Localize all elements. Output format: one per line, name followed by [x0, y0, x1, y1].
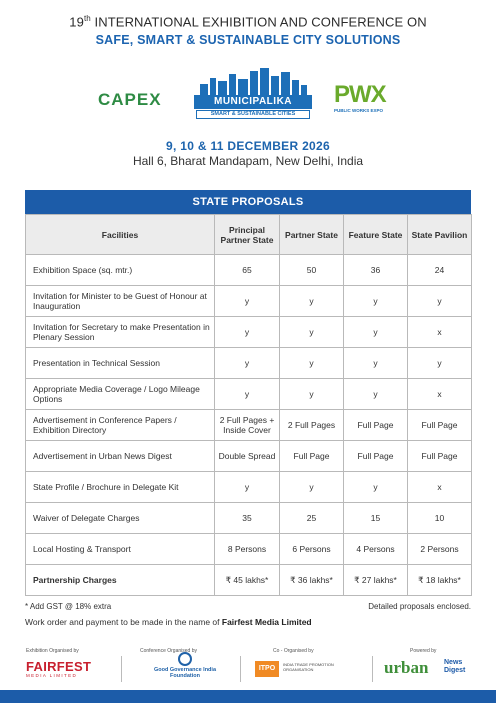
table-row	[26, 255, 472, 286]
value-cell: y	[344, 286, 408, 317]
edition-suffix: th	[83, 14, 91, 23]
event-title-line2: SAFE, SMART & SUSTAINABLE CITY SOLUTIONS	[95, 33, 401, 48]
value-cell: Full Page	[344, 441, 408, 472]
municipalika-logo	[194, 68, 312, 124]
footer-divider	[121, 656, 122, 682]
value-cell: ₹ 18 lakhs*	[408, 565, 472, 596]
exhibition-organiser-label: Exhibition Organised by	[26, 648, 79, 654]
footer-divider	[240, 656, 241, 682]
table-row	[26, 441, 472, 472]
ggif-logo	[150, 652, 220, 679]
value-cell: ₹ 45 lakhs*	[215, 565, 280, 596]
value-cell: y	[280, 379, 344, 410]
bottom-bar	[0, 690, 496, 703]
urban-news-digest-logo	[384, 658, 466, 678]
urban-logo-text: urban	[384, 658, 429, 677]
value-cell: 50	[280, 255, 344, 286]
value-cell: 15	[344, 503, 408, 534]
table-row	[26, 286, 472, 317]
value-cell: y	[344, 472, 408, 503]
facility-cell: Invitation for Minister to be Guest of Honour at Inauguration	[26, 286, 215, 317]
event-venue: Hall 6, Bharat Mandapam, New Delhi, India	[132, 154, 364, 168]
value-cell: y	[215, 348, 280, 379]
value-cell: y	[344, 317, 408, 348]
work-order-company: Fairfest Media Limited	[221, 617, 312, 627]
column-header: Partner State	[280, 215, 344, 255]
work-order-note	[25, 617, 312, 627]
itpo-badge: ITPO	[255, 661, 279, 677]
facility-cell: Presentation in Technical Session	[26, 348, 215, 379]
pwx-logo	[334, 82, 400, 120]
facility-cell: Appropriate Media Coverage / Logo Mileage Options	[26, 379, 215, 410]
gst-note: * Add GST @ 18% extra	[25, 602, 112, 611]
facility-cell: Advertisement in Urban News Digest	[26, 441, 215, 472]
value-cell: Full Page	[344, 410, 408, 441]
value-cell: ₹ 36 lakhs*	[280, 565, 344, 596]
table-row	[26, 534, 472, 565]
event-header	[0, 14, 496, 47]
value-cell: 36	[344, 255, 408, 286]
value-cell: 25	[280, 503, 344, 534]
value-cell: 2 Full Pages + Inside Cover	[215, 410, 280, 441]
value-cell: 6 Persons	[280, 534, 344, 565]
facility-cell: Exhibition Space (sq. mtr.)	[26, 255, 215, 286]
table-row	[26, 472, 472, 503]
itpo-logo-text: INDIA TRADE PROMOTION ORGANISATION	[283, 662, 334, 672]
table-row	[26, 503, 472, 534]
value-cell: Full Page	[280, 441, 344, 472]
value-cell: y	[215, 286, 280, 317]
powered-by-label: Powered by	[410, 648, 437, 654]
ggif-emblem-icon	[178, 652, 192, 666]
pwx-logo-subtext: PUBLIC WORKS EXPO	[334, 108, 384, 113]
logo-row	[0, 68, 496, 126]
value-cell: 2 Persons	[408, 534, 472, 565]
facility-cell: Waiver of Delegate Charges	[26, 503, 215, 534]
value-cell: 8 Persons	[215, 534, 280, 565]
event-edition-line	[0, 14, 496, 29]
value-cell: y	[215, 317, 280, 348]
value-cell: ₹ 27 lakhs*	[344, 565, 408, 596]
value-cell: y	[280, 348, 344, 379]
municipalika-logo-text: MUNICIPALIKA	[194, 95, 312, 109]
value-cell: y	[215, 379, 280, 410]
value-cell: 10	[408, 503, 472, 534]
facility-cell: Invitation for Secretary to make Presentation in Plenary Session	[26, 317, 215, 348]
value-cell: y	[408, 286, 472, 317]
state-proposals-section	[25, 190, 471, 596]
table-row	[26, 379, 472, 410]
table-row	[26, 410, 472, 441]
column-header: Principal Partner State	[215, 215, 280, 255]
value-cell: y	[280, 472, 344, 503]
value-cell: y	[408, 348, 472, 379]
facility-cell: Local Hosting & Transport	[26, 534, 215, 565]
column-header: State Pavilion	[408, 215, 472, 255]
municipalika-logo-subtext: SMART & SUSTAINABLE CITIES	[196, 110, 310, 119]
skyline-icon	[194, 68, 312, 96]
fairfest-logo-subtext: MEDIA LIMITED	[26, 673, 78, 678]
event-title-line1: INTERNATIONAL EXHIBITION AND CONFERENCE ON	[90, 14, 427, 30]
capex-logo	[98, 90, 172, 116]
event-dates: 9, 10 & 11 DECEMBER 2026	[166, 139, 330, 153]
value-cell: Double Spread	[215, 441, 280, 472]
partnership-charges-row	[26, 565, 472, 596]
value-cell: Full Page	[408, 441, 472, 472]
value-cell: 2 Full Pages	[280, 410, 344, 441]
itpo-logo	[255, 660, 355, 678]
ggif-logo-text: Good Governance India Foundation	[153, 667, 217, 679]
enclosed-note: Detailed proposals enclosed.	[368, 602, 471, 611]
value-cell: 4 Persons	[344, 534, 408, 565]
work-order-text: Work order and payment to be made in the name of	[25, 617, 222, 627]
table-row	[26, 317, 472, 348]
capex-logo-text: CAPEX	[98, 90, 162, 109]
urban-logo-subtext	[444, 659, 465, 675]
footer-divider	[372, 656, 373, 682]
fairfest-logo-text: FAIRFEST	[26, 659, 92, 674]
value-cell: 35	[215, 503, 280, 534]
pwx-logo-text: PWX	[334, 81, 386, 108]
facility-cell: Advertisement in Conference Papers / Exhibition Directory	[26, 410, 215, 441]
value-cell: y	[280, 317, 344, 348]
value-cell: y	[280, 286, 344, 317]
value-cell: y	[344, 348, 408, 379]
proposals-table	[25, 214, 472, 596]
value-cell: y	[215, 472, 280, 503]
value-cell: x	[408, 317, 472, 348]
edition-number: 19	[69, 14, 84, 30]
value-cell: 65	[215, 255, 280, 286]
fairfest-logo	[26, 659, 91, 678]
co-organiser-label: Co - Organised by	[273, 648, 314, 654]
state-proposals-title: STATE PROPOSALS	[25, 190, 471, 214]
column-header: Feature State	[344, 215, 408, 255]
value-cell: y	[344, 379, 408, 410]
table-row	[26, 348, 472, 379]
conference-organiser-label: Conference Organised by	[140, 648, 197, 654]
column-header: Facilities	[26, 215, 215, 255]
value-cell: x	[408, 472, 472, 503]
facility-cell: Partnership Charges	[26, 565, 215, 596]
urban-digest-text: Digest	[444, 667, 466, 674]
urban-news-text: News	[444, 659, 463, 666]
value-cell: 24	[408, 255, 472, 286]
table-header-row	[26, 215, 472, 255]
facility-cell: State Profile / Brochure in Delegate Kit	[26, 472, 215, 503]
value-cell: x	[408, 379, 472, 410]
value-cell: Full Page	[408, 410, 472, 441]
